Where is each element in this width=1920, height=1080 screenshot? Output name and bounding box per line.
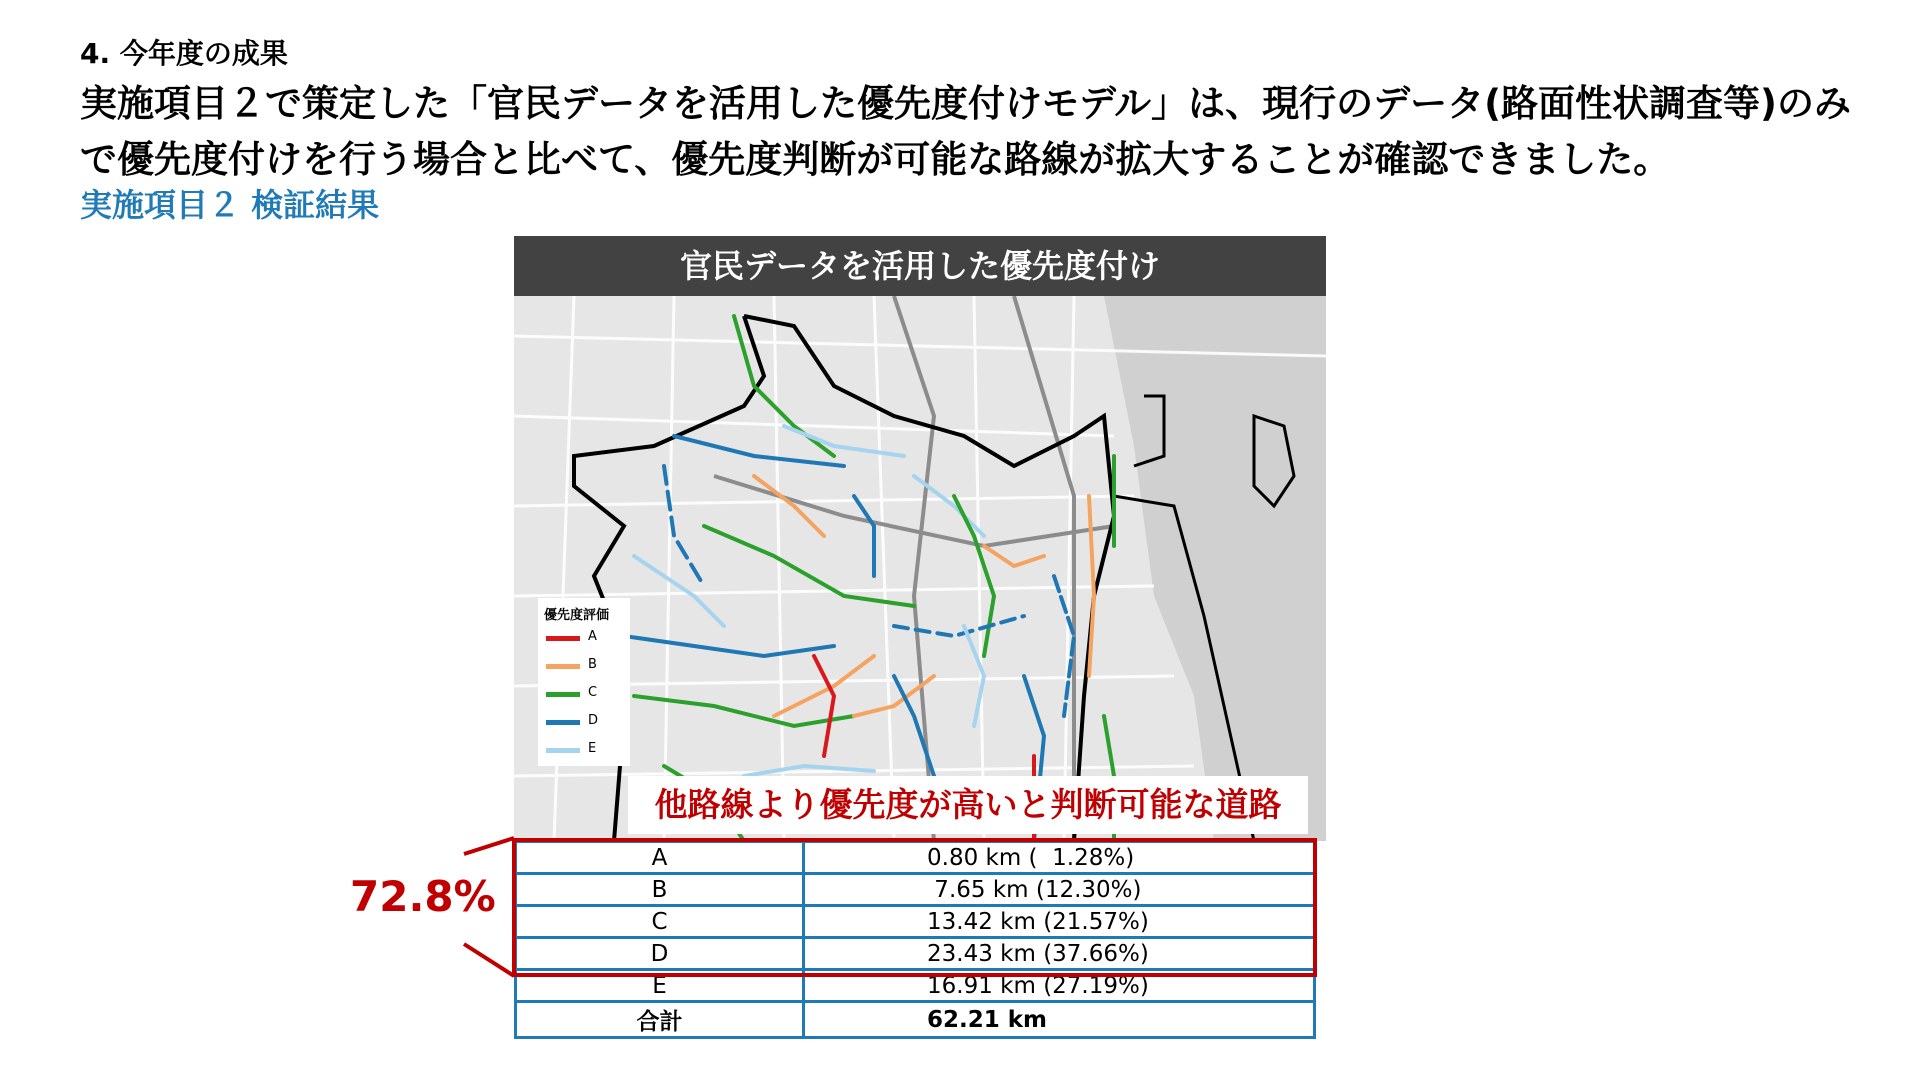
legend-swatch-e bbox=[546, 748, 580, 753]
table-row bbox=[516, 906, 1315, 938]
rank-cell: E bbox=[516, 970, 804, 1002]
table-row bbox=[516, 970, 1315, 1002]
value-cell: 13.42 km (21.57%) bbox=[804, 906, 1315, 938]
headline-line-2: で優先度付けを行う場合と比べて、優先度判断が可能な路線が拡大することが確認できました。 bbox=[80, 138, 1671, 181]
legend-label-c: C bbox=[588, 685, 598, 700]
value-cell: 0.80 km ( 1.28%) bbox=[804, 842, 1315, 874]
highlight-percentage: 72.8% bbox=[350, 872, 496, 921]
table-total-row bbox=[516, 1002, 1315, 1038]
total-label-cell: 合計 bbox=[516, 1002, 804, 1038]
table-row bbox=[516, 938, 1315, 970]
priority-result-table bbox=[514, 840, 1316, 1039]
value-cell: 16.91 km (27.19%) bbox=[804, 970, 1315, 1002]
legend-item-e bbox=[546, 740, 626, 760]
priority-callout: 他路線より優先度が高いと判断可能な道路 bbox=[628, 776, 1308, 834]
map-title: 官民データを活用した優先度付け bbox=[514, 236, 1326, 296]
legend-swatch-b bbox=[546, 664, 580, 669]
rank-cell: C bbox=[516, 906, 804, 938]
value-cell: 7.65 km (12.30%) bbox=[804, 874, 1315, 906]
legend-item-b bbox=[546, 656, 626, 676]
legend-swatch-c bbox=[546, 692, 580, 697]
headline bbox=[80, 76, 1880, 188]
rank-cell: A bbox=[516, 842, 804, 874]
value-cell: 23.43 km (37.66%) bbox=[804, 938, 1315, 970]
section-label: 4. 今年度の成果 bbox=[80, 37, 288, 70]
legend-label-b: B bbox=[588, 657, 597, 672]
subheading: 実施項目２ 検証結果 bbox=[80, 186, 380, 224]
legend-item-d bbox=[546, 712, 626, 732]
headline-line-1: 実施項目２で策定した「官民データを活用した優先度付けモデル」は、現行のデータ(路面性状調査等)のみ bbox=[80, 82, 1851, 125]
legend-label-d: D bbox=[588, 713, 599, 728]
map-panel bbox=[514, 236, 1326, 841]
table-row bbox=[516, 874, 1315, 906]
legend-item-c bbox=[546, 684, 626, 704]
bracket-lines bbox=[460, 834, 520, 984]
road-map-image bbox=[514, 296, 1326, 841]
legend-item-a bbox=[546, 628, 626, 648]
legend-swatch-a bbox=[546, 636, 580, 641]
legend-title: 優先度評価 bbox=[544, 608, 610, 623]
rank-cell: B bbox=[516, 874, 804, 906]
rank-cell: D bbox=[516, 938, 804, 970]
legend-label-e: E bbox=[588, 741, 597, 756]
total-value-cell: 62.21 km bbox=[804, 1002, 1315, 1038]
table-row bbox=[516, 842, 1315, 874]
legend-swatch-d bbox=[546, 720, 580, 725]
map-legend bbox=[538, 598, 630, 766]
legend-label-a: A bbox=[588, 629, 597, 644]
